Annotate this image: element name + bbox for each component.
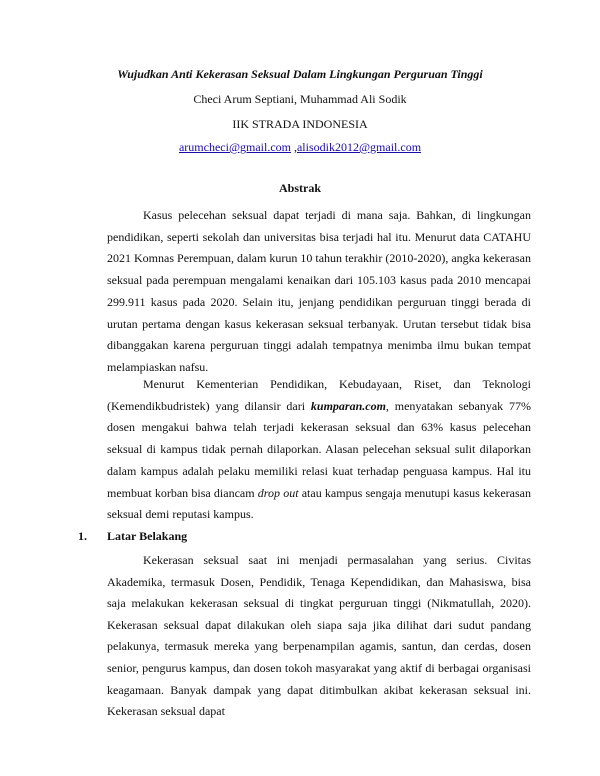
section-number: 1.: [78, 529, 87, 543]
email-link-1[interactable]: arumcheci@gmail.com: [178, 140, 291, 154]
abstract-paragraph-2: [107, 374, 531, 526]
term-drop-out: drop out: [257, 485, 299, 500]
abstract-p2-text-c: atau kampus sengaja menutupi kasus kekerasan seksual demi reputasi kampus.: [107, 485, 532, 522]
author-list: Checi Arum Septiani, Muhammad Ali Sodik: [193, 92, 407, 106]
email-separator: ,: [290, 140, 297, 154]
email-link-2[interactable]: alisodik2012@gmail.com: [296, 140, 422, 154]
abstract-p2-text-b: , menyatakan sebanyak 77% dosen mengakui bahwa telah terjadi kekerasan seksual dan 63% kasus pelecehan seksual di kampus tidak pernah dilaporkan. Alasan pelecehan seksual sulit dilaporkan dalam kampus adalah pelaku memiliki relasi kuat terhadap penguasa kampus. Hal itu membuat korban bisa diancam: [107, 398, 531, 500]
section-title: Latar Belakang: [107, 529, 188, 543]
paper-title: Wujudkan Anti Kekerasan Seksual Dalam Lingkungan Perguruan Tinggi: [117, 67, 483, 81]
author-emails: [0, 140, 600, 155]
institution: IIK STRADA INDONESIA: [232, 117, 368, 131]
section-heading: [78, 529, 187, 544]
section-paragraph-1: Kekerasan seksual saat ini menjadi permasalahan yang serius. Civitas Akademika, termasuk Dosen, Pendidik, Tenaga Kependidikan, dan Mahasiswa, bisa saja melakukan kekerasan seksual di tingkat perguruan tinggi (Nikmatullah, 2020). Kekerasan seksual dapat dilakukan oleh siapa saja jika dilihat dari sudut pandang pelakunya, termasuk mereka yang berpenampilan agamis, santun, dan cerdas, dosen senior, pengurus kampus, dan dosen tokoh masyarakat yang aktif di berbagai organisasi keagamaan. Banyak dampak yang dapat ditimbulkan akibat kekerasan seksual ini. Kekerasan seksual dapat: [107, 553, 531, 719]
source-name: kumparan.com: [310, 398, 386, 413]
abstract-heading: Abstrak: [278, 181, 321, 195]
abstract-paragraph-1: Kasus pelecehan seksual dapat terjadi di mana saja. Bahkan, di lingkungan pendidikan, seperti sekolah dan universitas bisa terjadi hal itu. Menurut data CATAHU 2021 Komnas Perempuan, dalam kurun 10 tahun terakhir (2010-2020), angka kekerasan seksual pada perempuan mengalami kenaikan dari 105.103 kasus pada 2010 mencapai 299.911 kasus pada 2020. Selain itu, jenjang pendidikan perguruan tinggi berada di urutan pertama dengan kasus kekerasan seksual terbanyak. Urutan tersebut tidak bisa dibanggakan karena perguruan tinggi adalah tempatnya menimba ilmu bukan tempat melampiaskan nafsu.: [107, 208, 531, 374]
abstract-p2-text-a: Menurut Kementerian Pendidikan, Kebudayaan, Riset, dan Teknologi (Kemendikbudristek) yang dilansir dari: [107, 377, 531, 413]
